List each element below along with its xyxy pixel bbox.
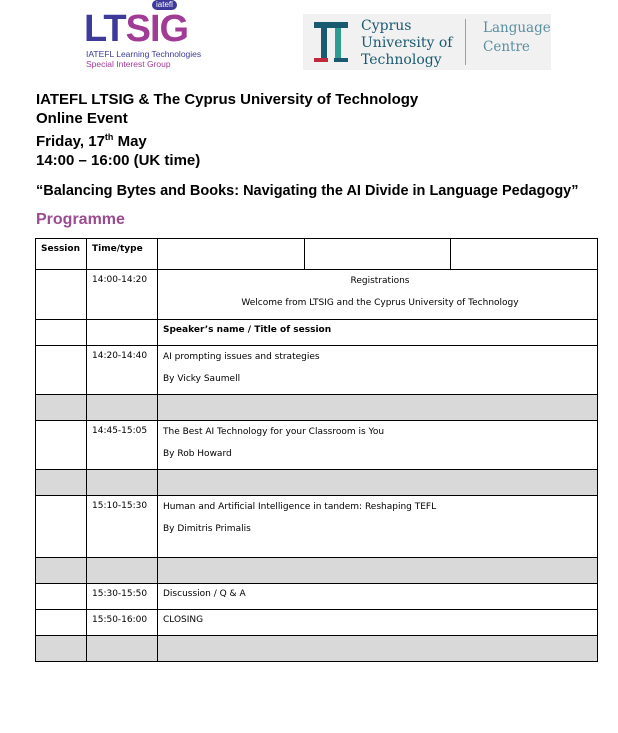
break-row bbox=[36, 470, 598, 496]
header-empty-cell bbox=[158, 239, 305, 270]
session-cell bbox=[36, 558, 87, 584]
session-cell bbox=[36, 610, 87, 636]
registrations-text: Registrations bbox=[350, 276, 410, 286]
break-row bbox=[36, 395, 598, 421]
session-title: AI prompting issues and strategies bbox=[163, 352, 320, 362]
header-time: Time/type bbox=[87, 239, 158, 270]
time-cell bbox=[87, 558, 158, 584]
table-row bbox=[36, 270, 598, 320]
session-speaker: By Dimitris Primalis bbox=[163, 524, 251, 534]
header-empty-cell bbox=[305, 239, 451, 270]
break-cell bbox=[158, 395, 598, 421]
event-type: Online Event bbox=[36, 109, 128, 127]
time-cell: 14:00-14:20 bbox=[87, 270, 158, 320]
session-detail-cell: Discussion / Q & A bbox=[158, 584, 598, 610]
table-row bbox=[36, 421, 598, 470]
session-detail-cell bbox=[158, 496, 598, 558]
date-month: May bbox=[113, 133, 147, 150]
session-cell bbox=[36, 496, 87, 558]
time-cell: 15:10-15:30 bbox=[87, 496, 158, 558]
cut-name bbox=[361, 18, 452, 69]
table-row bbox=[36, 610, 598, 636]
session-cell bbox=[36, 470, 87, 496]
ltsig-line1: IATEFL Learning Technologies bbox=[86, 49, 202, 59]
event-title: IATEFL LTSIG & The Cyprus University of Technology bbox=[36, 91, 419, 108]
break-row bbox=[36, 558, 598, 584]
session-speaker: By Rob Howard bbox=[163, 449, 232, 459]
break-row bbox=[36, 636, 598, 662]
session-cell bbox=[36, 270, 87, 320]
event-subtitle: “Balancing Bytes and Books: Navigating the AI Divide in Language Pedagogy” bbox=[36, 183, 579, 199]
session-speaker: By Vicky Saumell bbox=[163, 374, 241, 384]
time-cell bbox=[87, 470, 158, 496]
table-row bbox=[36, 346, 598, 395]
table-row bbox=[36, 320, 598, 346]
session-detail-cell bbox=[158, 346, 598, 395]
ltsig-logo bbox=[84, 0, 214, 72]
ltsig-lt: LT bbox=[84, 8, 126, 50]
ltsig-sig: SIG bbox=[125, 8, 189, 50]
time-cell: 15:50-16:00 bbox=[87, 610, 158, 636]
break-cell bbox=[158, 470, 598, 496]
session-detail-cell: CLOSING bbox=[158, 610, 598, 636]
table-row bbox=[36, 496, 598, 558]
time-cell bbox=[87, 395, 158, 421]
date-suffix: th bbox=[104, 132, 114, 142]
time-cell: 15:30-15:50 bbox=[87, 584, 158, 610]
cut-name-line: University of bbox=[361, 35, 453, 51]
cut-name-line: Technology bbox=[361, 52, 442, 68]
registration-cell bbox=[158, 270, 598, 320]
session-cell bbox=[36, 395, 87, 421]
programme-heading: Programme bbox=[36, 211, 125, 228]
time-cell: 14:45-15:05 bbox=[87, 421, 158, 470]
cut-name-line: Cyprus bbox=[361, 18, 412, 34]
session-cell bbox=[36, 320, 87, 346]
session-cell bbox=[36, 346, 87, 395]
table-row bbox=[36, 584, 598, 610]
cut-emblem-icon bbox=[311, 20, 351, 64]
speaker-header: Speaker’s name / Title of session bbox=[158, 320, 598, 346]
time-cell bbox=[87, 320, 158, 346]
date-day: Friday, 17 bbox=[36, 133, 105, 150]
cut-dept-line: Centre bbox=[483, 39, 530, 55]
session-title: Human and Artificial Intelligence in tandem: Reshaping TEFL bbox=[163, 502, 437, 512]
header-empty-cell bbox=[451, 239, 598, 270]
session-title: The Best AI Technology for your Classroom is You bbox=[163, 427, 385, 437]
event-heading bbox=[36, 91, 418, 170]
session-cell bbox=[36, 584, 87, 610]
time-cell: 14:20-14:40 bbox=[87, 346, 158, 395]
break-cell bbox=[158, 636, 598, 662]
cut-dept-line: Language bbox=[483, 20, 551, 36]
header-session: Session bbox=[36, 239, 87, 270]
ltsig-line2: Special Interest Group bbox=[86, 59, 171, 69]
table-header-row bbox=[36, 239, 598, 270]
event-time: 14:00 – 16:00 (UK time) bbox=[36, 151, 201, 169]
cut-logo bbox=[303, 14, 551, 70]
cut-department bbox=[483, 19, 551, 57]
welcome-text: Welcome from LTSIG and the Cyprus University of Technology bbox=[241, 298, 519, 308]
event-date bbox=[36, 128, 418, 152]
time-cell bbox=[87, 636, 158, 662]
ltsig-iatefl-badge: iatefl bbox=[152, 0, 177, 10]
programme-table bbox=[35, 238, 598, 662]
ltsig-wordmark bbox=[84, 10, 188, 48]
session-detail-cell bbox=[158, 421, 598, 470]
cut-divider bbox=[465, 19, 466, 65]
session-cell bbox=[36, 421, 87, 470]
session-cell bbox=[36, 636, 87, 662]
break-cell bbox=[158, 558, 598, 584]
